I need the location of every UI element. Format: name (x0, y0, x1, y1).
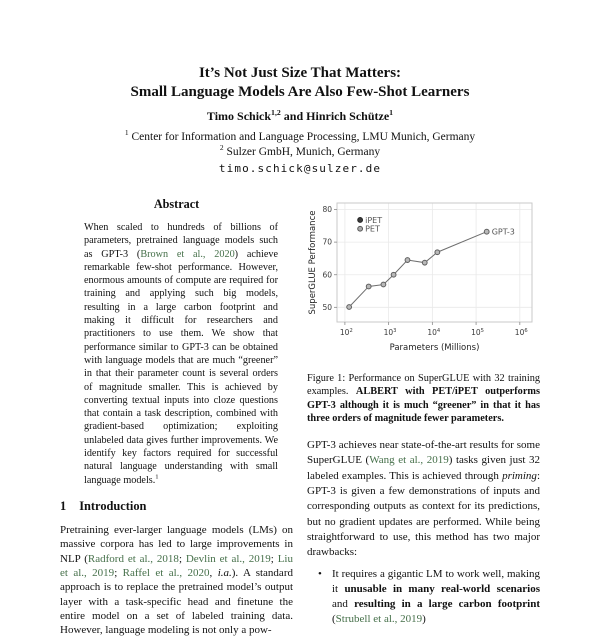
text-run: 1 (389, 108, 394, 117)
text-run: When scaled to hundreds of billions of parameters, pretrained language models such as GPT-3 ( (84, 222, 278, 260)
text-run: Pretraining ever-larger language models (LMs) on massive corpora has led to large improvements in NLP ( (60, 523, 293, 565)
svg-text:50: 50 (322, 302, 332, 312)
abstract-heading: Abstract (153, 197, 200, 211)
citation-link[interactable]: Raffel et al., 2020 (122, 566, 210, 579)
text-run: 1 (124, 128, 129, 138)
text-run: priming (502, 469, 537, 482)
gpt3-paragraph (307, 438, 540, 560)
svg-text:104: $10^4$ (427, 328, 441, 337)
drawback-bullet-1-text (332, 567, 540, 627)
figure1-chart (307, 197, 540, 359)
citation-link[interactable]: Wang et al., 2019 (369, 454, 449, 467)
citation-link[interactable]: Radford et al., 2018 (87, 552, 179, 565)
text-run: ). A standard approach is to replace the pretrained model’s output layer with a task-specific head and finetune the entire model on a set of labeled training data. However, language modeling is not only a pow- (60, 566, 293, 637)
figure1-caption (307, 372, 540, 425)
svg-text:SuperGLUE Performance: SuperGLUE Performance (308, 210, 318, 315)
svg-text:106: $10^6$ (514, 328, 528, 337)
text-run: i.a. (217, 566, 232, 579)
left-column (60, 197, 293, 638)
svg-text:PET: PET (365, 224, 380, 234)
svg-text:GPT-3: GPT-3 (491, 227, 515, 237)
text-run: ; (270, 552, 278, 565)
text-run: , (209, 566, 218, 579)
contact-email[interactable]: timo.schick@sulzer.de (218, 162, 382, 175)
text-run: resulting in a large carbon footprint (354, 597, 541, 610)
affiliations (0, 130, 600, 160)
drawback-bullet-1 (307, 567, 540, 627)
right-column (307, 197, 540, 627)
authors-line (0, 109, 600, 124)
text-run: : GPT-3 is given a few demonstrations of inputs and corresponding outputs as context for its predictions, but no gradient updates are performed. While being straightforward to use, this method has two major drawbacks: (307, 469, 540, 559)
text-run: Timo Schick (206, 109, 272, 123)
figure-1 (307, 197, 540, 425)
text-run: It requires a gigantic LM to work well, making it (332, 567, 540, 595)
svg-text:103: $10^3$ (383, 328, 397, 337)
abstract-paragraph (60, 221, 293, 487)
text-run: Figure 1: Performance on SuperGLUE with 32 training examples. (307, 373, 540, 398)
text-run: GPT-3 achieves near state-of-the-art results for some SuperGLUE ( (307, 439, 540, 467)
text-run: 2 (219, 143, 224, 153)
text-run: and (332, 597, 355, 610)
citation-link[interactable]: Liu et al., 2019 (60, 552, 293, 579)
section-title: Introduction (79, 498, 147, 513)
text-run: ) achieve remarkable few-shot performance. However, enormous amounts of compute are required for training and applying such big models, resulting in a large carbon footprint and making it difficult for researchers and practitioners to use them. We show that performance similar to GPT-3 can be obtained with language models that are much “greener” in that their parameter count is several orders of magnitude smaller. This is achieved by converting textual inputs into cloze questions that contain a task description, combined with gradient-based optimization; exploiting unlabeled data gives further improvements. We identify key factors required for successful natural language understanding with small language models. (84, 248, 278, 486)
text-run: Sulzer GmbH, Munich, Germany (223, 146, 381, 158)
section-heading-introduction (60, 499, 293, 514)
svg-text:Parameters (Millions): Parameters (Millions) (389, 343, 480, 353)
paper-title-line2: Small Language Models Are Also Few-Shot Learners (130, 84, 470, 100)
text-run: ; (114, 566, 123, 579)
text-run: ) (422, 612, 426, 625)
affiliation-1 (0, 130, 600, 145)
svg-text:80: 80 (322, 205, 332, 215)
affiliation-2 (0, 145, 600, 160)
section-number: 1 (60, 498, 67, 513)
text-run: ; (178, 552, 186, 565)
text-run: unusable in many real-world scenarios (344, 582, 540, 595)
text-run: 1,2 (271, 108, 281, 117)
svg-text:102: $10^2$ (339, 328, 353, 337)
text-run: ( (332, 612, 336, 625)
svg-text:iPET: iPET (365, 215, 383, 225)
text-run: 1 (155, 473, 159, 481)
text-run: ALBERT with PET/iPET outperforms GPT-3 although it is much “greener” in that it has three orders of magnitude fewer parameters. (307, 386, 540, 424)
bullet-icon: • (318, 567, 322, 580)
text-run: and (280, 109, 307, 123)
text-run: Hinrich Schütze (306, 109, 390, 123)
svg-text:60: 60 (322, 270, 332, 280)
text-run: ) tasks given just 32 labeled examples. This is achieved through (307, 454, 541, 482)
svg-text:105: $10^5$ (471, 328, 484, 337)
paper-title-line1: It’s Not Just Size That Matters: (198, 65, 402, 81)
citation-link[interactable]: Devlin et al., 2019 (185, 552, 271, 565)
citation-link[interactable]: Brown et al., 2020 (140, 248, 235, 260)
introduction-paragraph (60, 523, 293, 638)
citation-link[interactable]: Strubell et al., 2019 (335, 612, 423, 625)
text-run: Center for Information and Language Processing, LMU Munich, Germany (128, 131, 476, 143)
svg-text:70: 70 (322, 237, 332, 247)
